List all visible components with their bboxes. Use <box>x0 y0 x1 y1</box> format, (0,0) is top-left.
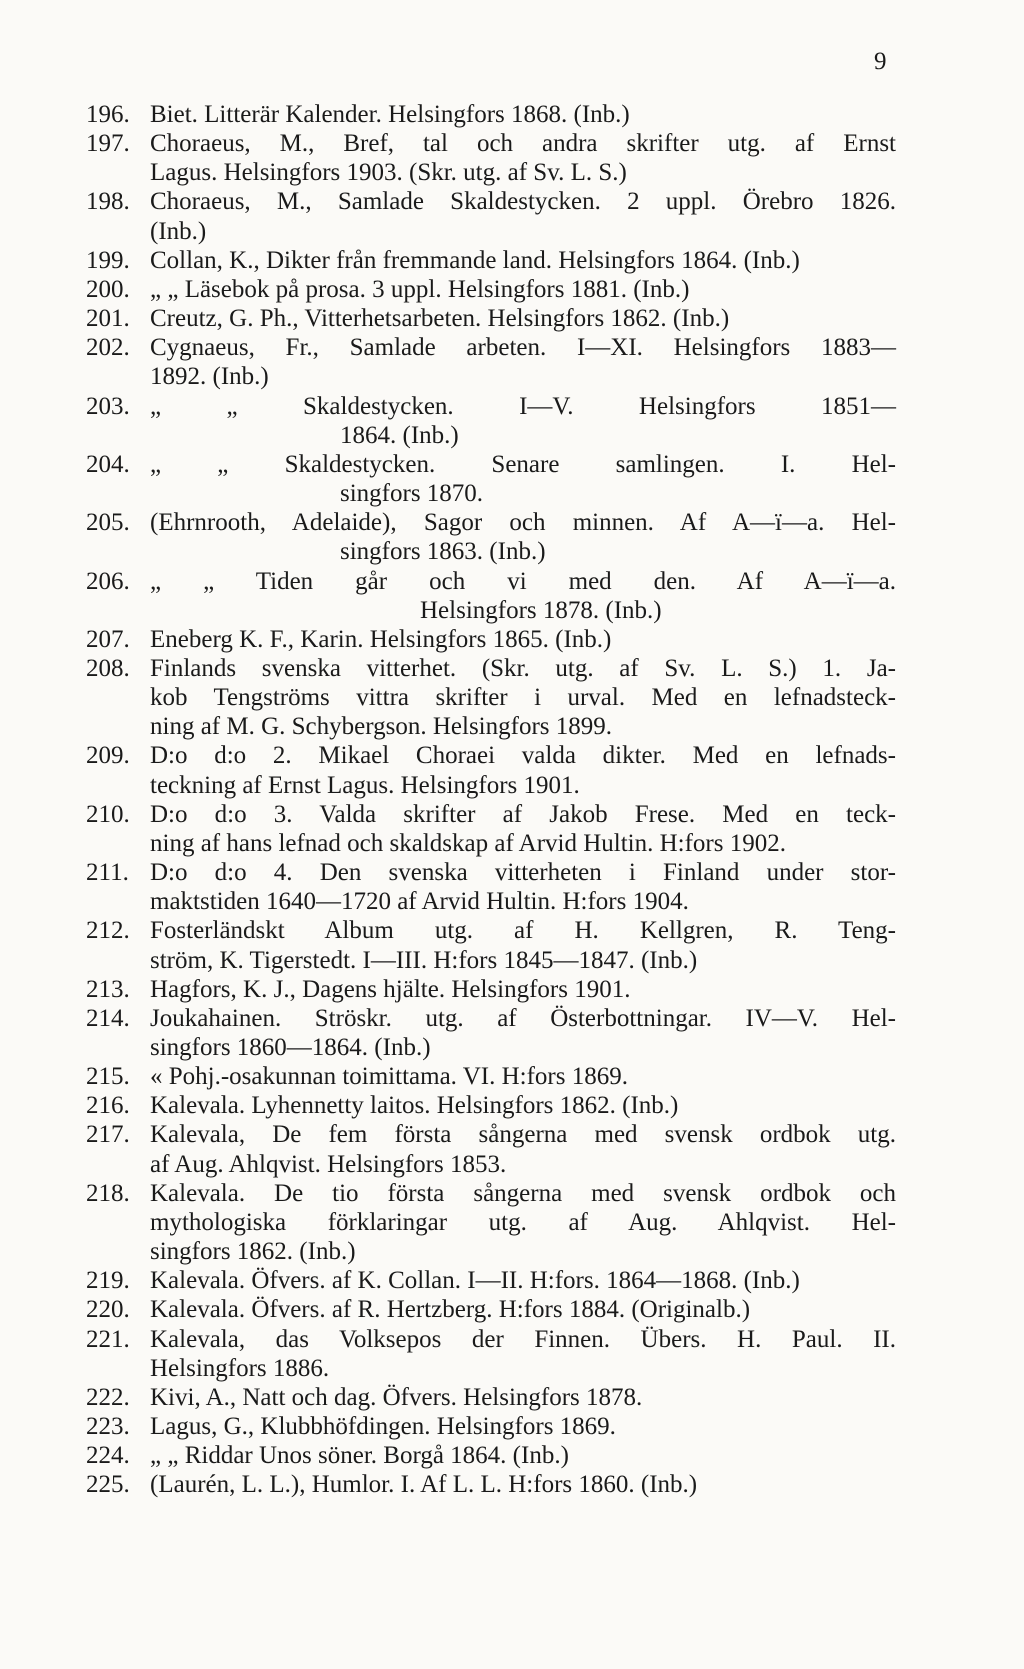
bibliography-entry <box>86 567 896 625</box>
entry-number: 218. <box>86 1179 130 1207</box>
entry-line: D:o d:o 4. Den svenska vitterheten i Finland under stor- <box>150 859 896 887</box>
entry-line: „ „ Läsebok på prosa. 3 uppl. Helsingfors 1881. (Inb.) <box>150 275 690 303</box>
entry-number: 197. <box>86 130 130 158</box>
entry-number: 206. <box>86 567 130 595</box>
entry-line: Collan, K., Dikter från fremmande land. Helsingfors 1864. (Inb.) <box>150 246 800 274</box>
bibliography-entry <box>86 1295 896 1324</box>
entry-line: Biet. Litterär Kalender. Helsingfors 1868. (Inb.) <box>150 101 630 128</box>
entry-line: Creutz, G. Ph., Vitterhetsarbeten. Helsingfors 1862. (Inb.) <box>150 305 730 333</box>
entry-line: D:o d:o 3. Valda skrifter af Jakob Frese. Med en teck- <box>150 800 896 828</box>
entry-text <box>150 1295 896 1324</box>
entry-line: kob Tengströms vittra skrifter i urval. Med en lefnadsteck- <box>150 684 896 712</box>
entry-line: (Inb.) <box>150 217 207 245</box>
entry-number: 212. <box>86 917 130 945</box>
entry-number: 196. <box>86 101 130 128</box>
entry-number: 203. <box>86 392 130 420</box>
entry-number: 213. <box>86 975 130 1003</box>
entry-line: (Ehrnrooth, Adelaide), Sagor och minnen. Af A—ï—a. Hel- <box>150 509 896 537</box>
bibliography-entry <box>86 246 896 275</box>
bibliography-entry <box>86 975 896 1004</box>
entry-line: ström, K. Tigerstedt. I—III. H:fors 1845—1847. (Inb.) <box>150 946 698 974</box>
entry-line: af Aug. Ahlqvist. Helsingfors 1853. <box>150 1150 507 1178</box>
entry-line: Kalevala. De tio första sångerna med svensk ordbok och <box>150 1179 896 1207</box>
entry-text <box>150 800 896 858</box>
entry-text <box>150 333 896 391</box>
entry-line: Kivi, A., Natt och dag. Öfvers. Helsingfors 1878. <box>150 1383 643 1411</box>
entry-number: 198. <box>86 188 130 216</box>
entry-line: Lagus. Helsingfors 1903. (Skr. utg. af Sv. L. S.) <box>150 159 627 187</box>
entry-line: „ „ Tiden går och vi med den. Af A—ï—a. <box>150 567 896 595</box>
entry-text <box>150 1004 896 1062</box>
entry-line: Kalevala, das Volksepos der Finnen. Übers. H. Paul. II. <box>150 1325 896 1353</box>
entry-number: 204. <box>86 450 130 478</box>
bibliography-entry <box>86 450 896 508</box>
entry-line: Helsingfors 1878. (Inb.) <box>420 596 662 624</box>
bibliography-entry <box>86 1383 896 1412</box>
entry-text <box>150 1412 896 1441</box>
bibliography-entry <box>86 1091 896 1120</box>
entry-line: (Laurén, L. L.), Humlor. I. Af L. L. H:fors 1860. (Inb.) <box>150 1471 698 1499</box>
entry-text <box>150 1266 896 1295</box>
page-number: 9 <box>874 48 887 75</box>
entry-text <box>150 508 896 566</box>
entry-text <box>150 654 896 741</box>
entry-text <box>150 392 896 450</box>
entry-text <box>150 741 896 799</box>
entry-number: 208. <box>86 654 130 682</box>
bibliography-entry <box>86 1470 896 1499</box>
entry-line: maktstiden 1640—1720 af Arvid Hultin. H:fors 1904. <box>150 888 689 916</box>
entry-line: 1892. (Inb.) <box>150 363 269 391</box>
entry-text <box>150 1062 896 1091</box>
entry-text <box>150 975 896 1004</box>
bibliography-entry <box>86 625 896 654</box>
entry-text <box>150 275 896 304</box>
entry-number: 216. <box>86 1092 130 1120</box>
entry-line: Cygnaeus, Fr., Samlade arbeten. I—XI. Helsingfors 1883— <box>150 334 896 362</box>
entry-line: Lagus, G., Klubbhöfdingen. Helsingfors 1869. <box>150 1413 616 1441</box>
entry-line: Helsingfors 1886. <box>150 1354 330 1382</box>
entry-text <box>150 450 896 508</box>
entry-number: 211. <box>86 859 129 887</box>
entry-number: 210. <box>86 800 130 828</box>
entry-text <box>150 129 896 187</box>
entry-line: „ „ Skaldestycken. I—V. Helsingfors 1851— <box>150 392 896 420</box>
entry-text <box>150 1120 896 1178</box>
entry-line: Joukahainen. Ströskr. utg. af Österbottningar. IV—V. Hel- <box>150 1004 896 1032</box>
entry-line: singfors 1870. <box>340 480 484 508</box>
entry-line: singfors 1862. (Inb.) <box>150 1238 356 1266</box>
entry-number: 214. <box>86 1004 130 1032</box>
entry-text <box>150 916 896 974</box>
bibliography-entry <box>86 304 896 333</box>
bibliography-entry <box>86 392 896 450</box>
entry-text <box>150 625 896 654</box>
entry-number: 209. <box>86 742 130 770</box>
entry-text <box>150 1441 896 1470</box>
bibliography-entry <box>86 1062 896 1091</box>
entry-number: 201. <box>86 305 130 333</box>
entry-number: 202. <box>86 334 130 362</box>
entry-text <box>150 1091 896 1120</box>
bibliography-entry <box>86 1120 896 1178</box>
entry-number: 217. <box>86 1121 130 1149</box>
entry-line: Kalevala. Öfvers. af R. Hertzberg. H:fors 1884. (Originalb.) <box>150 1296 751 1324</box>
entry-line: D:o d:o 2. Mikael Choraei valda dikter. Med en lefnads- <box>150 742 896 770</box>
entry-line: Choraeus, M., Samlade Skaldestycken. 2 uppl. Örebro 1826. <box>150 188 896 216</box>
entry-text <box>150 304 896 333</box>
entry-line: ning af M. G. Schybergson. Helsingfors 1899. <box>150 713 612 741</box>
bibliography-entry <box>86 1412 896 1441</box>
bibliography-entry <box>86 187 896 245</box>
bibliography-entry <box>86 1179 896 1266</box>
bibliography-entry <box>86 1004 896 1062</box>
entry-line: Kalevala. Lyhennetty laitos. Helsingfors 1862. (Inb.) <box>150 1092 679 1120</box>
bibliography-entry <box>86 858 896 916</box>
bibliography-list <box>86 100 896 1500</box>
entry-text <box>150 187 896 245</box>
entry-text <box>150 1179 896 1266</box>
bibliography-entry <box>86 1441 896 1470</box>
entry-line: singfors 1863. (Inb.) <box>340 538 546 566</box>
bibliography-entry <box>86 1325 896 1383</box>
bibliography-entry <box>86 800 896 858</box>
bibliography-entry <box>86 508 896 566</box>
entry-line: Choraeus, M., Bref, tal och andra skrifter utg. af Ernst <box>150 130 896 158</box>
entry-number: 223. <box>86 1413 130 1441</box>
entry-number: 215. <box>86 1063 130 1091</box>
entry-number: 220. <box>86 1296 130 1324</box>
entry-number: 205. <box>86 509 130 537</box>
bibliography-entry <box>86 741 896 799</box>
bibliography-entry <box>86 916 896 974</box>
entry-number: 219. <box>86 1267 130 1295</box>
entry-line: Hagfors, K. J., Dagens hjälte. Helsingfors 1901. <box>150 975 631 1003</box>
entry-line: mythologiska förklaringar utg. af Aug. Ahlqvist. Hel- <box>150 1208 896 1236</box>
entry-number: 224. <box>86 1442 130 1470</box>
entry-line: Fosterländskt Album utg. af H. Kellgren, R. Teng- <box>150 917 896 945</box>
entry-text <box>150 567 896 625</box>
entry-number: 199. <box>86 246 130 274</box>
entry-text <box>150 858 896 916</box>
bibliography-entry <box>86 129 896 187</box>
entry-number: 225. <box>86 1471 130 1499</box>
bibliography-entry <box>86 100 896 129</box>
entry-number: 200. <box>86 275 130 303</box>
entry-line: singfors 1860—1864. (Inb.) <box>150 1034 431 1061</box>
entry-line: Eneberg K. F., Karin. Helsingfors 1865. (Inb.) <box>150 625 612 653</box>
entry-number: 222. <box>86 1383 130 1411</box>
entry-text <box>150 100 896 129</box>
entry-text <box>150 1470 896 1499</box>
entry-line: „ „ Riddar Unos söner. Borgå 1864. (Inb.) <box>150 1442 569 1470</box>
entry-line: teckning af Ernst Lagus. Helsingfors 1901. <box>150 771 580 799</box>
entry-line: ning af hans lefnad och skaldskap af Arvid Hultin. H:fors 1902. <box>150 829 786 857</box>
entry-text <box>150 246 896 275</box>
entry-line: 1864. (Inb.) <box>340 421 459 449</box>
entry-line: „ „ Skaldestycken. Senare samlingen. I. Hel- <box>150 450 896 478</box>
bibliography-entry <box>86 654 896 741</box>
entry-line: « Pohj.-osakunnan toimittama. VI. H:fors 1869. <box>150 1063 628 1091</box>
bibliography-entry <box>86 333 896 391</box>
entry-number: 221. <box>86 1325 130 1353</box>
entry-number: 207. <box>86 625 130 653</box>
entry-text <box>150 1325 896 1383</box>
entry-line: Kalevala, De fem första sångerna med svensk ordbok utg. <box>150 1121 896 1149</box>
entry-text <box>150 1383 896 1412</box>
bibliography-entry <box>86 275 896 304</box>
entry-line: Kalevala. Öfvers. af K. Collan. I—II. H:fors. 1864—1868. (Inb.) <box>150 1267 800 1295</box>
bibliography-entry <box>86 1266 896 1295</box>
entry-line: Finlands svenska vitterhet. (Skr. utg. af Sv. L. S.) 1. Ja- <box>150 654 896 682</box>
